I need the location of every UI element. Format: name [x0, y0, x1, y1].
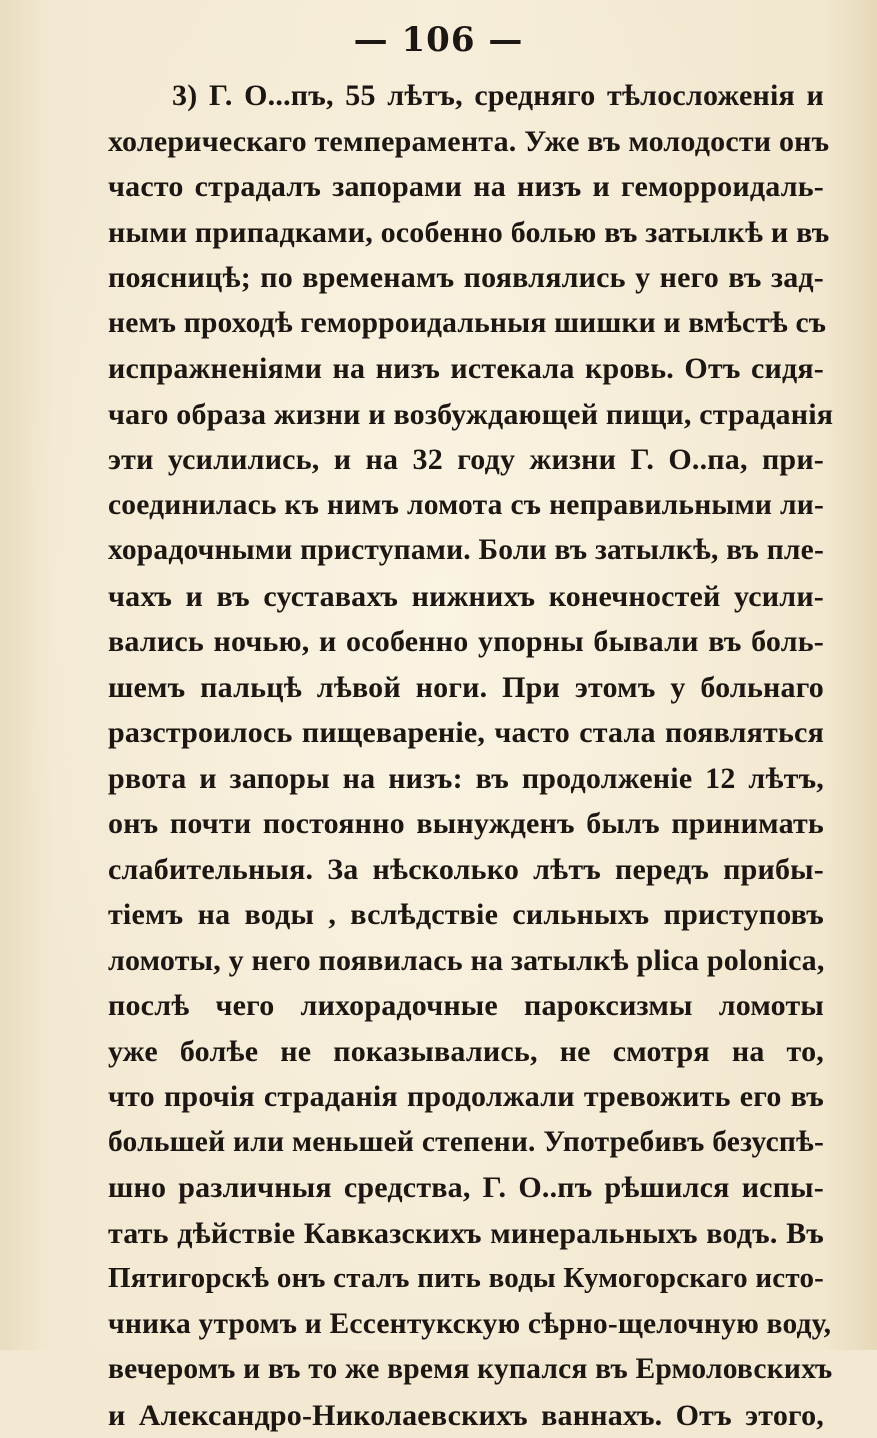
- text-line: ными припадками, особенно болью въ затылкѣ и въ: [108, 210, 824, 256]
- text-line: онъ почти постоянно вынужденъ былъ принимать: [108, 801, 824, 847]
- text-line: вечеромъ и въ то же время купался въ Ермоловскихъ: [108, 1347, 824, 1393]
- text-line: что прочія страданія продолжали тревожить его въ: [108, 1074, 824, 1120]
- text-line: послѣ чего лихорадочные пароксизмы ломоты: [108, 983, 824, 1029]
- text-line: тать дѣйствіе Кавказскихъ минеральныхъ водъ. Въ: [108, 1211, 824, 1257]
- text-line: шемъ пальцѣ лѣвой ноги. При этомъ у больнаго: [108, 665, 824, 711]
- text-line: ломоты, у него появилась на затылкѣ plica polonica,: [108, 938, 824, 984]
- text-line: поясницѣ; по временамъ появлялись у него въ зад-: [108, 255, 824, 301]
- text-line: слабительныя. За нѣсколько лѣтъ передъ прибы-: [108, 847, 824, 893]
- text-line: чахъ и въ суставахъ нижнихъ конечностей усили-: [108, 574, 824, 620]
- body-text: [108, 73, 824, 1438]
- text-line: Пятигорскѣ онъ сталъ пить воды Кумогорскаго исто-: [108, 1256, 824, 1302]
- text-line: немъ проходѣ геморроидальныя шишки и вмѣстѣ съ: [108, 301, 824, 347]
- text-line: испражненіями на низъ истекала кровь. Отъ сидя-: [108, 346, 824, 392]
- text-line: рвота и запоры на низъ: въ продолженіе 12 лѣтъ,: [108, 756, 824, 802]
- text-line: соединилась къ нимъ ломота съ неправильными ли-: [108, 483, 824, 529]
- text-line: вались ночью, и особенно упорны бывали въ боль-: [108, 619, 824, 665]
- text-line: часто страдалъ запорами на низъ и геморроидаль-: [108, 164, 824, 210]
- text-line: холерическаго темперамента. Уже въ молодости онъ: [108, 119, 824, 165]
- text-line: чника утромъ и Ессентукскую сѣрно-щелочную воду,: [108, 1302, 824, 1348]
- text-line: эти усилились, и на 32 году жизни Г. О..па, при-: [108, 437, 824, 483]
- text-line: большей или меньшей степени. Употребивъ безуспѣ-: [108, 1120, 824, 1166]
- page-number: — 106 —: [0, 20, 877, 60]
- text-line: хорадочными приступами. Боли въ затылкѣ, въ пле-: [108, 528, 824, 574]
- text-line: тіемъ на воды , вслѣдствіе сильныхъ приступовъ: [108, 892, 824, 938]
- text-line: и Александро-Николаевскихъ ваннахъ. Отъ этого,: [108, 1393, 824, 1438]
- text-line: шно различныя средства, Г. О..пъ рѣшился испы-: [108, 1165, 824, 1211]
- text-line: 3) Г. О...пъ, 55 лѣтъ, средняго тѣлосложенія и: [108, 73, 824, 119]
- text-line: чаго образа жизни и возбуждающей пищи, страданія: [108, 392, 824, 438]
- text-line: уже болѣе не показывались, не смотря на то,: [108, 1029, 824, 1075]
- text-line: разстроилось пищевареніе, часто стала появляться: [108, 710, 824, 756]
